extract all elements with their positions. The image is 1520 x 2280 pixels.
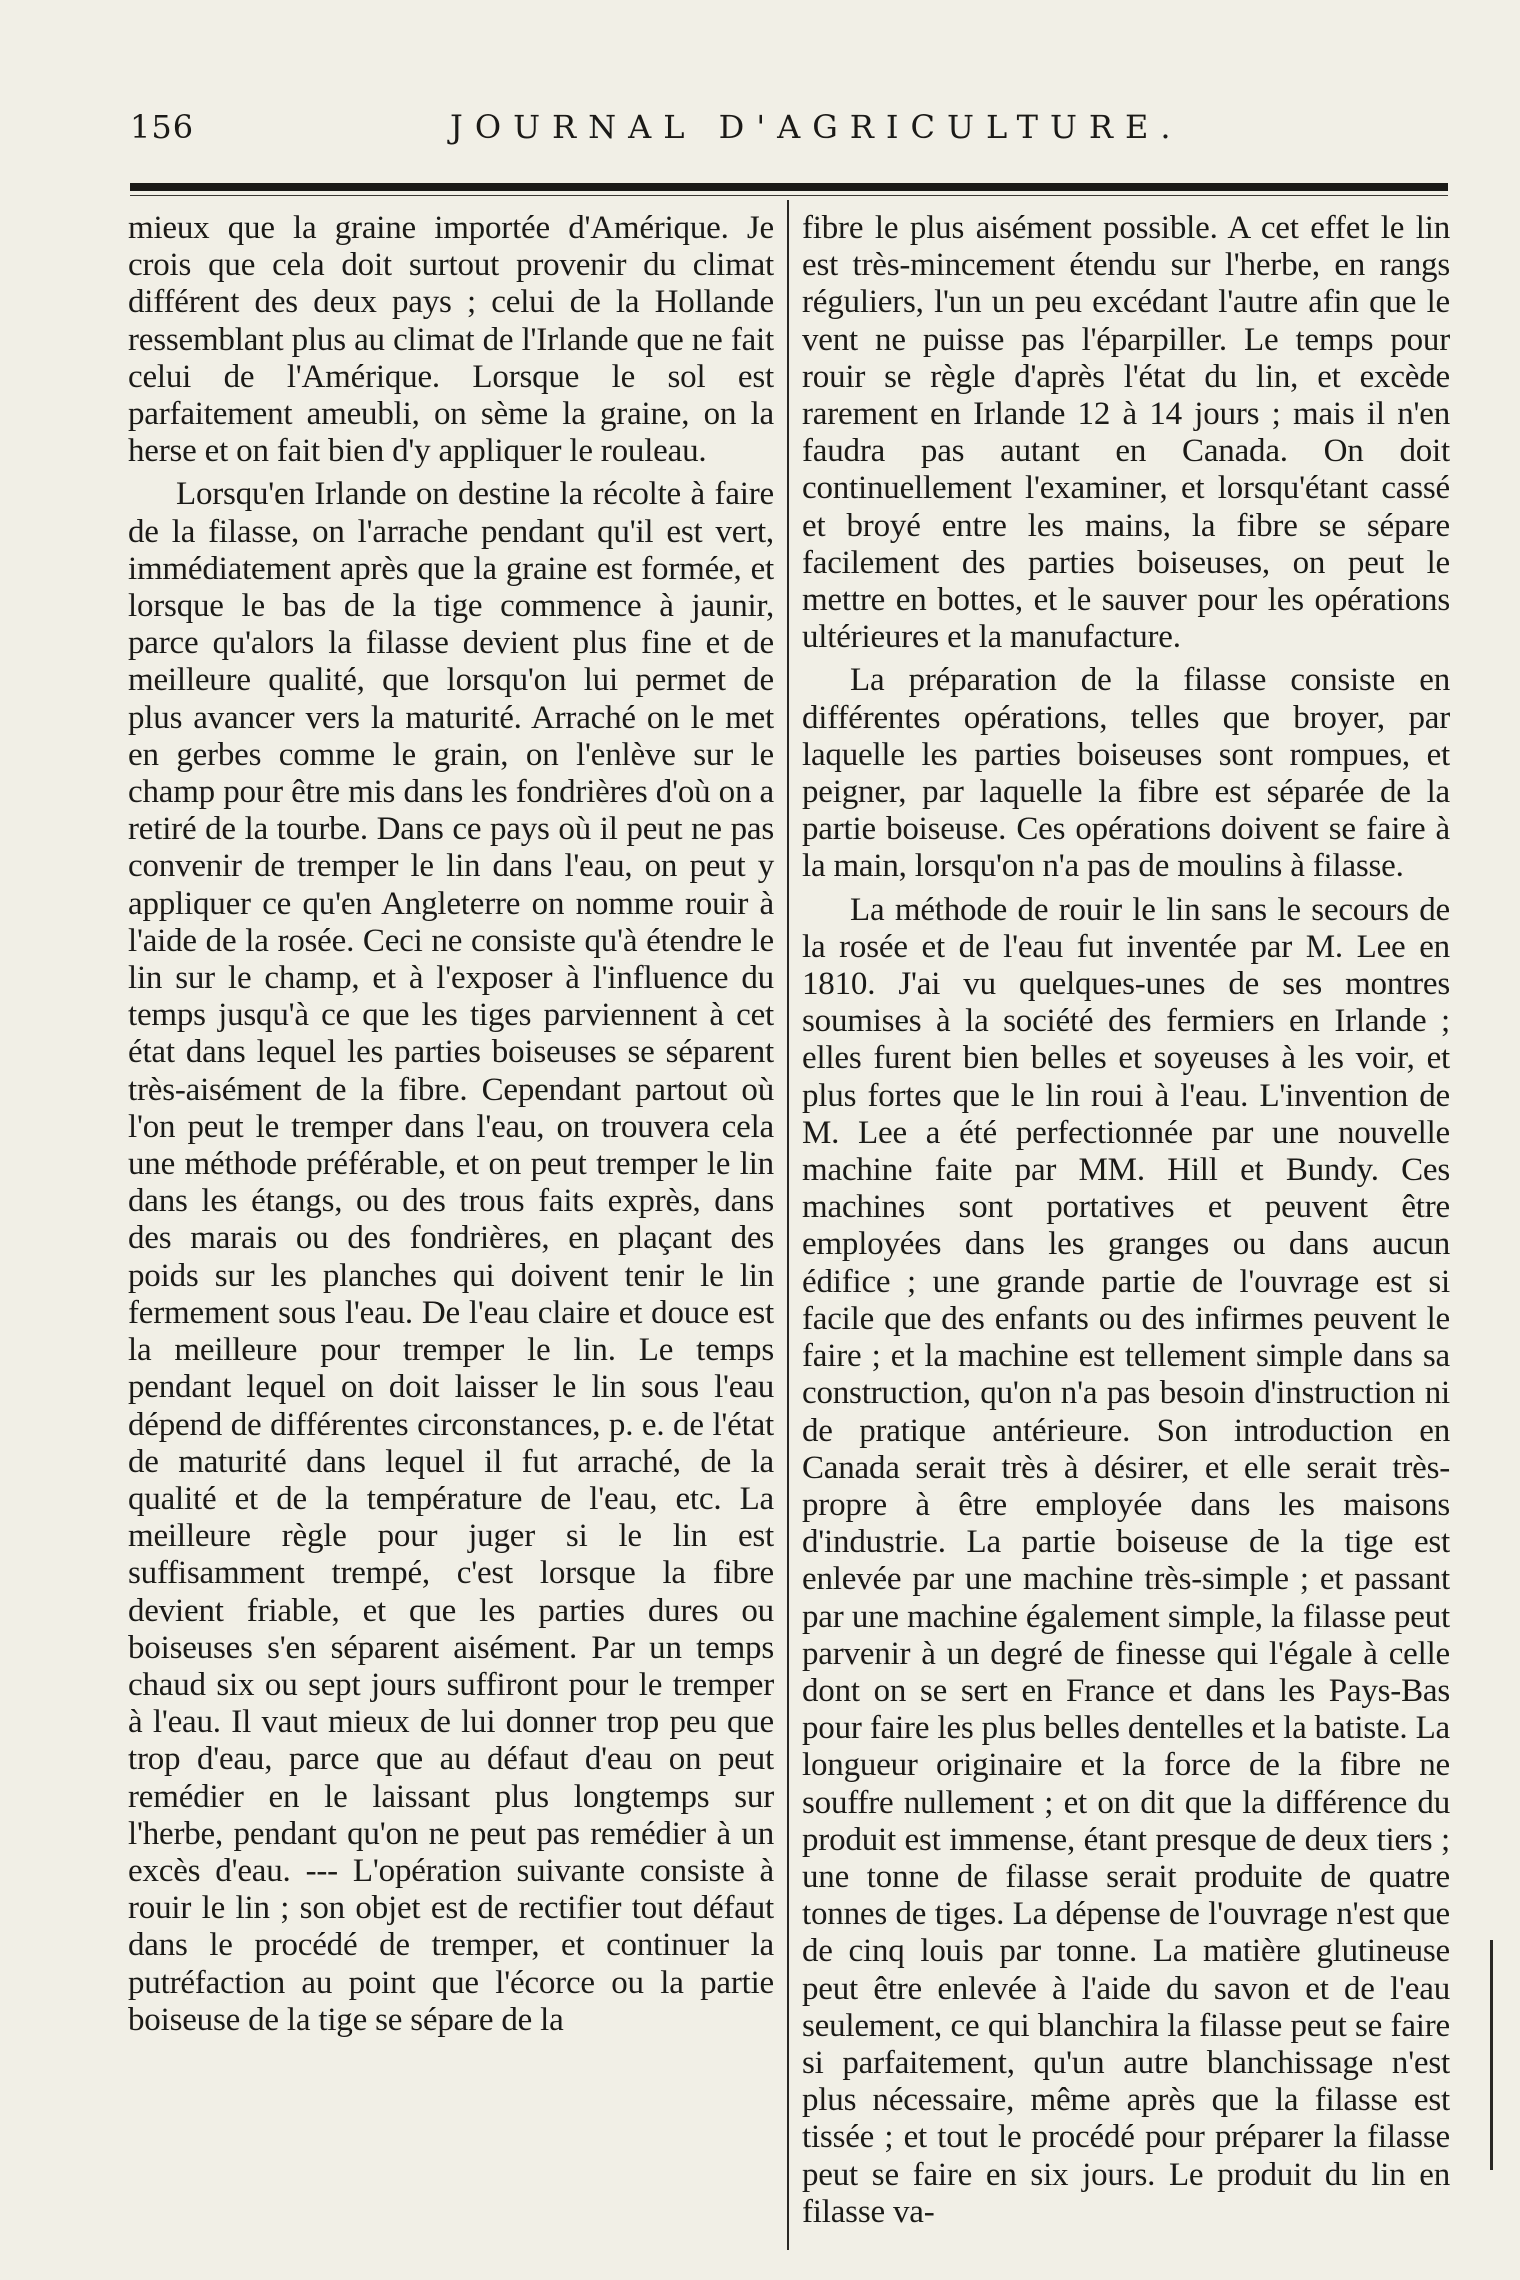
paragraph: Lorsqu'en Irlande on destine la récolte à faire de la filasse, on l'arrache pendant qu'il est vert, immédiatement après que la graine est formée, et lorsque le bas de la tige commence à jaunir, parce qu'alors la filasse devient plus fine et de meilleure qualité, que lorsqu'on lui permet de plus avancer vers la maturité. Arraché on le met en gerbes comme le grain, on l'enlève sur le champ pour être mis dans les fondrières d'où on a retiré de la tourbe. Dans ce pays où il peut ne pas convenir de tremper le lin dans l'eau, on peut y appliquer ce qu'en Angleterre on nomme rouir à l'aide de la rosée. Ceci ne consiste qu'à étendre le lin sur le champ, et à l'exposer à l'influence du temps jusqu'à ce que les tiges parviennent à cet état dans lequel les parties boiseuses se séparent très-aisément de la fibre. Cependant partout où l'on peut le tremper dans l'eau, on trouvera cela une méthode préférable, et on peut tremper le lin dans les étangs, ou des trous faits exprès, dans des marais ou des fondrières, en plaçant des poids sur les planches qui doivent tenir le lin fermement sous l'eau. De l'eau claire et douce est la meilleure pour tremper le lin. Le temps pendant lequel on doit laisser le lin sous l'eau dépend de différentes circonstances, p. e. de l'état de maturité dans lequel il fut arraché, de la qualité et de la température de l'eau, etc. La meilleure règle pour juger si le lin est suffisamment trempé, c'est lorsque la fibre devient friable, et que les parties dures ou boiseuses s'en séparent aisément. Par un temps chaud six ou sept jours suffiront pour le tremper à l'eau. Il vaut mieux de lui donner trop peu que trop d'eau, parce que au défaut d'eau on peut remédier en le laissant plus longtemps sur l'herbe, pendant qu'on ne peut pas remédier à un excès d'eau. --- L'opération suivante consiste à rouir le lin ; son objet est de rectifier tout défaut dans le procédé de tremper, et continuer la putréfaction au point que l'écorce ou la partie boiseuse de la tige se sépare de la [128, 476, 774, 2038]
running-title: JOURNAL D'AGRICULTURE. [450, 108, 1183, 146]
page-number: 156 [130, 108, 195, 146]
paragraph: mieux que la graine importée d'Amérique. Je crois que cela doit surtout provenir du climat différent des deux pays ; celui de la Hollande ressemblant plus au climat de l'Irlande que ne fait celui de l'Amérique. Lorsque le sol est parfaitement ameubli, on sème la graine, on la herse et on fait bien d'y appliquer le rouleau. [128, 210, 774, 470]
right-column [802, 210, 1450, 2231]
paragraph: La préparation de la filasse consiste en différentes opérations, telles que broyer, par laquelle les parties boiseuses sont rompues, et peigner, par laquelle la fibre est séparée de la partie boiseuse. Ces opérations doivent se faire à la main, lorsqu'on n'a pas de moulins à filasse. [802, 662, 1450, 885]
left-column [128, 210, 774, 2039]
column-divider [787, 200, 789, 2250]
paragraph: La méthode de rouir le lin sans le secours de la rosée et de l'eau fut inventée par M. Lee en 1810. J'ai vu quelques-unes de ses montres soumises à la société des fermiers en Irlande ; elles furent bien belles et soyeuses à les voir, et plus fortes que le lin roui à l'eau. L'invention de M. Lee a été perfectionnée par une nouvelle machine faite par MM. Hill et Bundy. Ces machines sont portatives et peuvent être employées dans les granges ou dans aucun édifice ; une grande partie de l'ouvrage est si facile que des enfants ou des infirmes peuvent le faire ; et la machine est tellement simple dans sa construction, qu'on n'a pas besoin d'instruction ni de pratique antérieure. Son introduction en Canada serait très à désirer, et elle serait très-propre à être employée dans les maisons d'industrie. La partie boiseuse de la tige est enlevée par une machine très-simple ; et passant par une machine également simple, la filasse peut parvenir à un degré de finesse qui l'égale à celle dont on se sert en France et dans les Pays-Bas pour faire les plus belles dentelles et la batiste. La longueur originaire et la force de la fibre ne souffre nullement ; et on dit que la différence du produit est immense, étant presque de deux tiers ; une tonne de filasse serait produite de quatre tonnes de tiges. La dépense de l'ouvrage n'est que de cinq louis par tonne. La matière glutineuse peut être enlevée à l'aide du savon et de l'eau seulement, ce qui blanchira la filasse peut se faire si parfaitement, qu'un autre blanchissage n'est plus nécessaire, même après que la filasse est tissée ; et tout le procédé pour préparer la filasse peut se faire en six jours. Le produit du lin en filasse va- [802, 891, 1450, 2230]
header-rule-thin [130, 195, 1448, 196]
header-rule [130, 183, 1448, 191]
paragraph: fibre le plus aisément possible. A cet effet le lin est très-mincement étendu sur l'herbe, en rangs réguliers, l'un un peu excédant l'autre afin que le vent ne puisse pas l'éparpiller. Le temps pour rouir se règle d'après l'état du lin, et excède rarement en Irlande 12 à 14 jours ; mais il n'en faudra pas autant en Canada. On doit continuellement l'examiner, et lorsqu'étant cassé et broyé entre les mains, la fibre se sépare facilement des parties boiseuses, on peut le mettre en bottes, et le sauver pour les opérations ultérieures et la manufacture. [802, 210, 1450, 656]
page-header [130, 108, 1440, 158]
margin-mark [1490, 1940, 1493, 2170]
